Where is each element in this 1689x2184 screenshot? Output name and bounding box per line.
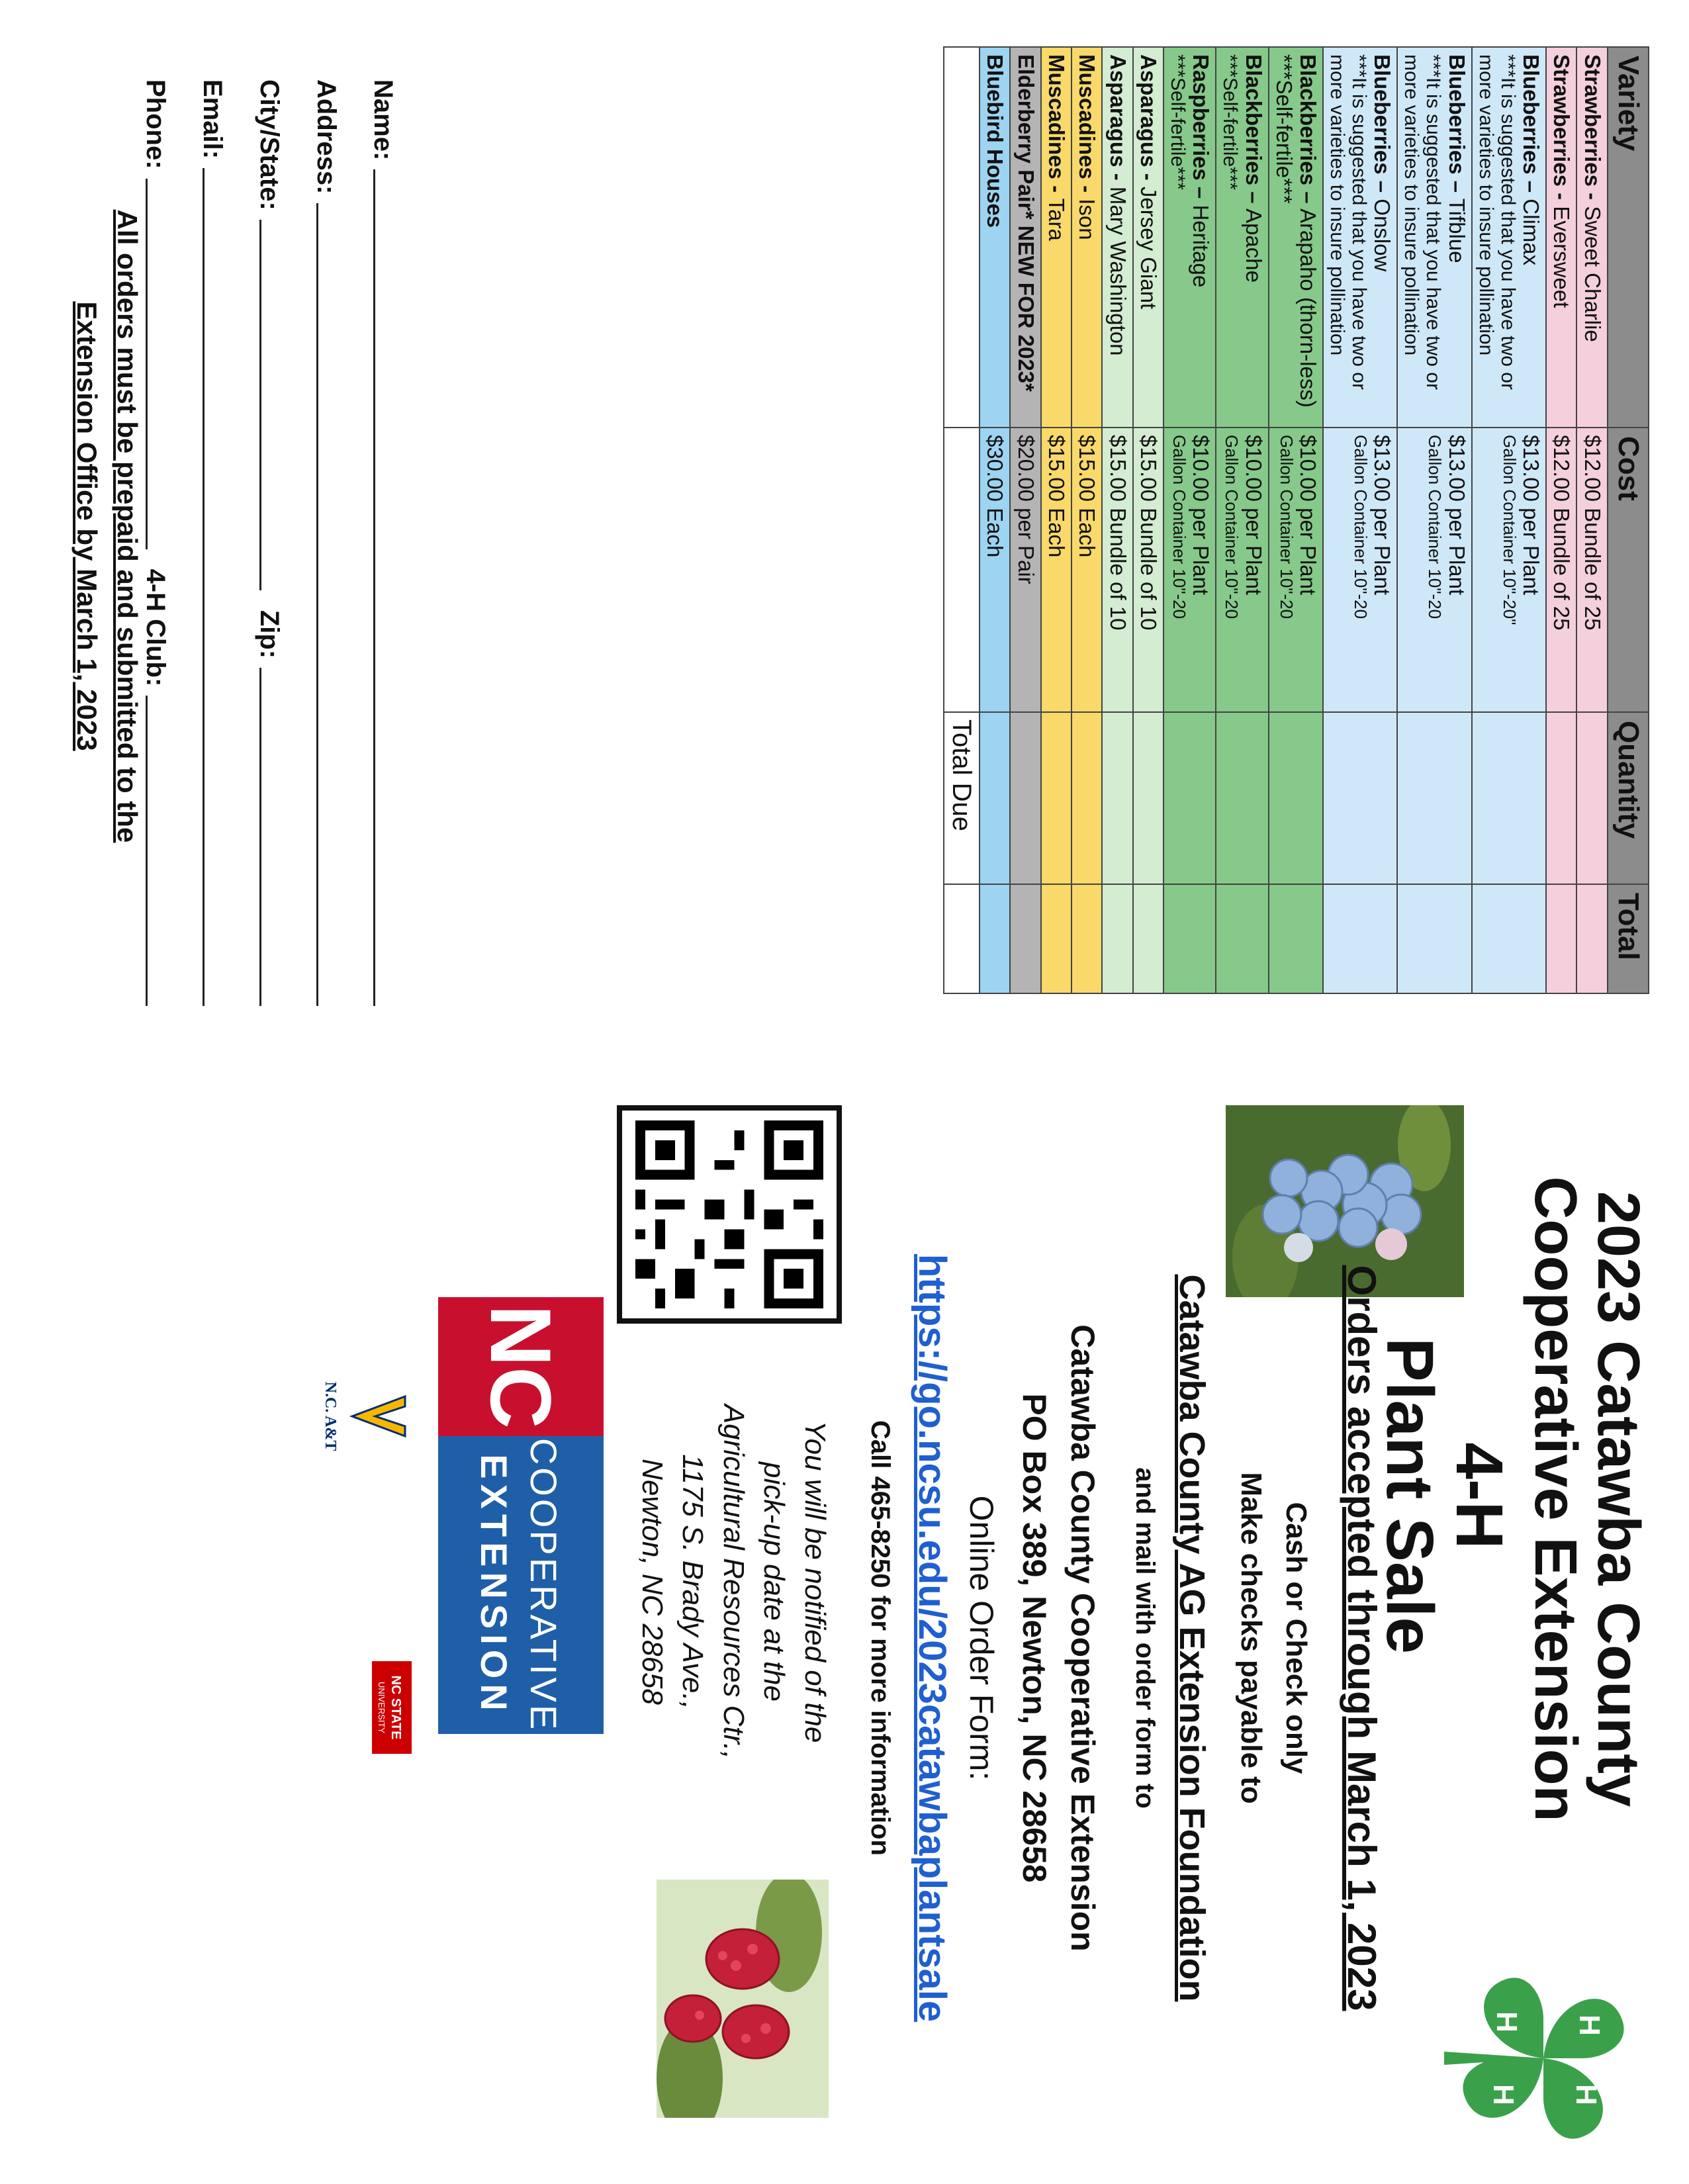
cost-cell: [1102, 428, 1132, 712]
variety-cell: [1546, 47, 1576, 428]
nc-logo-word-2: EXTENSION: [473, 1454, 515, 1716]
payee-name: Catawba County AG Extension Foundation: [1172, 1274, 1212, 2002]
variety-cell: [1397, 47, 1471, 428]
pickup-line-3: Agricultural Resources Ctr.,: [717, 1404, 750, 1760]
qr-code-pattern: [622, 1111, 837, 1318]
title-line-2: Cooperative Extension: [1522, 1176, 1589, 1822]
table-row: [1269, 47, 1324, 993]
mailing-address: [1011, 1092, 1107, 2184]
total-due-cell[interactable]: [944, 884, 980, 993]
email-label: Email:: [198, 79, 227, 159]
variety-cell: [1133, 47, 1164, 428]
variety-cell: [1323, 47, 1397, 428]
cost-container-size: Gallon Container 10"-20: [1222, 435, 1242, 619]
title-line-1: 2023 Catawba County: [1585, 1191, 1651, 1807]
phone-field[interactable]: [140, 79, 197, 1006]
table-row: [1323, 47, 1397, 993]
payment-info: [1228, 1092, 1318, 2184]
quantity-cell[interactable]: [1164, 712, 1216, 884]
name-label: Name:: [369, 79, 398, 161]
variety-detail: Climax: [1519, 199, 1544, 266]
subtitle-line-2: Plant Sale: [1373, 1338, 1447, 1654]
page-title: [1524, 1092, 1649, 1906]
total-cell[interactable]: [1576, 884, 1607, 993]
total-cell[interactable]: [1102, 884, 1132, 993]
variety-name: Raspberries –: [1189, 54, 1214, 199]
cost-container-size: Gallon Container 10"-20: [1169, 435, 1189, 619]
table-row: [1576, 47, 1607, 993]
cost-value: $12.00 Bundle of 25: [1580, 435, 1605, 631]
table-row: [980, 47, 1010, 993]
quantity-cell[interactable]: [1072, 712, 1102, 884]
variety-cell: [1102, 47, 1132, 428]
variety-cell: [1576, 47, 1607, 428]
deadline-notice: [66, 46, 147, 1006]
cost-cell: [1072, 428, 1102, 712]
table-row: [1102, 47, 1132, 993]
city-state-line[interactable]: [259, 220, 261, 590]
clover-leaves: [1444, 1978, 1624, 2138]
table-row: [1546, 47, 1576, 993]
cost-cell: [1472, 428, 1546, 712]
total-cell[interactable]: [1133, 884, 1164, 993]
variety-name: Strawberries -: [1580, 54, 1605, 201]
pickup-info: [631, 1330, 835, 1833]
cost-cell: [1576, 428, 1607, 712]
total-cell[interactable]: [1072, 884, 1102, 993]
cost-cell: [980, 428, 1010, 712]
variety-note: ***It is suggested that you have two or more varieties to insure pollination: [1400, 54, 1445, 390]
table-row: [1010, 47, 1040, 993]
variety-name: Blueberries –: [1444, 54, 1469, 193]
variety-detail: Tifblue: [1444, 198, 1469, 263]
name-line[interactable]: [373, 169, 375, 1006]
cost-cell: [1323, 428, 1397, 712]
payment-line-1: Cash or Check only: [1280, 1502, 1312, 1774]
payment-line-2: Make checks payable to: [1234, 1472, 1267, 1804]
variety-name: Blackberries –: [1296, 54, 1321, 204]
variety-detail: Apache: [1241, 208, 1266, 283]
total-cell[interactable]: [1010, 884, 1040, 993]
quantity-cell[interactable]: [1269, 712, 1324, 884]
deadline-line-2: Extension Office by March 1, 2023: [71, 301, 103, 751]
city-state-field[interactable]: [254, 79, 311, 1006]
club-label: 4-H Club:: [141, 569, 170, 687]
quantity-cell[interactable]: [1576, 712, 1607, 884]
quantity-cell[interactable]: [1133, 712, 1164, 884]
city-state-label: City/State:: [255, 79, 284, 210]
cost-value: $10.00 per Plant: [1189, 435, 1214, 596]
header-quantity: Quantity: [1608, 712, 1649, 884]
variety-note: ***Self-fertile***: [1166, 54, 1189, 191]
variety-name: Blackberries –: [1241, 54, 1266, 204]
header-total: Total: [1608, 884, 1649, 993]
cost-value: $10.00 per Plant: [1296, 435, 1321, 596]
quantity-cell[interactable]: [1041, 712, 1072, 884]
variety-note: ***It is suggested that you have two or more varieties to insure pollination: [1326, 54, 1371, 390]
cost-cell: [1546, 428, 1576, 712]
quantity-cell[interactable]: [1102, 712, 1132, 884]
mail-instruction: and mail with order form to: [1130, 1467, 1160, 1809]
cost-cell: [1164, 428, 1216, 712]
header-cost: Cost: [1608, 428, 1649, 712]
variety-cell: [980, 47, 1010, 428]
order-form-link[interactable]: https://go.ncsu.edu/2023catawbaplantsale: [911, 1253, 954, 2023]
variety-detail: Onslow: [1370, 199, 1395, 272]
ncstate-subtext: UNIVERSITY: [377, 1681, 387, 1734]
total-cell[interactable]: [1164, 884, 1216, 993]
cost-value: $10.00 per Plant: [1241, 435, 1266, 596]
cost-value: $30.00 Each: [983, 435, 1008, 558]
variety-name: Blueberries –: [1370, 54, 1395, 193]
header-variety: Variety: [1608, 47, 1649, 428]
cost-value: $12.00 Bundle of 25: [1549, 435, 1575, 631]
variety-name: Muscadines -: [1044, 54, 1070, 193]
nc-logo-letters: NC: [473, 1304, 569, 1429]
total-cell[interactable]: [980, 884, 1010, 993]
nc-cooperative-extension-logo: [438, 1297, 604, 1734]
subtitle-line-1: 4-H: [1442, 1442, 1516, 1549]
zip-label: Zip:: [255, 610, 284, 659]
pickup-line-4: 1175 S. Brady Ave.,: [676, 1454, 709, 1709]
total-cell[interactable]: [1397, 884, 1471, 993]
variety-name: Muscadines -: [1075, 54, 1100, 193]
address-line-2: PO Box 389, Newton, NC 28658: [1016, 1393, 1054, 1883]
pickup-line-1: You will be notified of the: [799, 1420, 831, 1743]
cost-value: $15.00 Each: [1075, 435, 1100, 558]
variety-name: Asparagus -: [1105, 54, 1130, 181]
variety-cell: [1164, 47, 1216, 428]
cost-container-size: Gallon Container 10"-20: [1276, 435, 1297, 619]
cost-cell: [1216, 428, 1268, 712]
table-row: [1072, 47, 1102, 993]
contact-form: [140, 79, 425, 1006]
table-row: [1041, 47, 1072, 993]
cost-value: $13.00 per Plant: [1444, 435, 1469, 596]
variety-detail: Sweet Charlie: [1580, 206, 1605, 342]
cost-container-size: Gallon Container 10"-20: [1425, 435, 1445, 619]
name-field[interactable]: [368, 79, 425, 1006]
total-cell[interactable]: [1041, 884, 1072, 993]
nc-state-logo: [372, 1661, 412, 1754]
table-header-row: [1608, 47, 1649, 993]
nc-at-logo: [306, 1377, 412, 1456]
variety-name: Blueberries –: [1519, 54, 1544, 193]
variety-detail: Eversweet: [1549, 206, 1575, 308]
total-cell[interactable]: [1216, 884, 1268, 993]
cost-value: $15.00 Bundle of 10: [1136, 435, 1161, 631]
cost-value: $13.00 per Plant: [1370, 435, 1395, 596]
variety-name: Asparagus -: [1136, 54, 1161, 181]
variety-detail: Heritage: [1189, 205, 1214, 288]
quantity-cell[interactable]: [1323, 712, 1397, 884]
total-cell[interactable]: [1546, 884, 1576, 993]
total-cell[interactable]: [1472, 884, 1546, 993]
variety-cell: [1072, 47, 1102, 428]
pickup-line-2: pick-up date at the: [758, 1461, 791, 1702]
cost-cell: [1269, 428, 1324, 712]
variety-detail: Ison: [1075, 199, 1100, 240]
total-cell[interactable]: [1269, 884, 1324, 993]
table-row: [1164, 47, 1216, 993]
email-line[interactable]: [203, 168, 205, 1006]
phone-info: Call 465-8250 for more information: [866, 1420, 895, 1856]
variety-cell: [1269, 47, 1324, 428]
total-cell[interactable]: [1323, 884, 1397, 993]
total-row: [944, 47, 980, 993]
cost-value: $15.00 Each: [1044, 435, 1070, 558]
clover-h-2: H: [1570, 2084, 1602, 2105]
cost-container-size: Gallon Container 10"-20": [1499, 435, 1520, 625]
variety-name: Bluebird Houses: [983, 54, 1008, 228]
quantity-cell[interactable]: [1546, 712, 1576, 884]
variety-cell: [1010, 47, 1040, 428]
table-row: [1133, 47, 1164, 993]
cost-cell: [1010, 428, 1040, 712]
quantity-cell[interactable]: [980, 712, 1010, 884]
variety-cell: [1216, 47, 1268, 428]
cost-value: $15.00 Bundle of 10: [1105, 435, 1130, 631]
variety-detail: Arapaho (thorn-less) ***Self-fertile***: [1271, 54, 1321, 408]
phone-label: Phone:: [141, 79, 170, 169]
cost-cell: [1041, 428, 1072, 712]
email-field[interactable]: [197, 79, 254, 1006]
clover-h-1: H: [1573, 2015, 1606, 2036]
qr-code[interactable]: [617, 1105, 842, 1324]
orders-deadline-heading: Orders accepted through March 1, 2023: [1340, 1265, 1384, 2011]
flyer-panel: [0, 1092, 1689, 2184]
variety-cell: [1041, 47, 1072, 428]
address-line[interactable]: [316, 203, 318, 1006]
variety-note: ***It is suggested that you have two or more varieties to insure pollination: [1475, 54, 1519, 390]
online-order-label: Online Order Form:: [963, 1495, 1000, 1781]
table-row: [1397, 47, 1471, 993]
pickup-line-5: Newton, NC 28658: [635, 1459, 668, 1705]
clover-h-3: H: [1487, 2084, 1520, 2105]
quantity-cell[interactable]: [1010, 712, 1040, 884]
table-row: [1472, 47, 1546, 993]
cost-cell: [1397, 428, 1471, 712]
variety-name: Strawberries -: [1549, 54, 1575, 201]
clover-h-4: H: [1490, 2011, 1523, 2032]
cost-cell: [1133, 428, 1164, 712]
variety-cell: [1472, 47, 1546, 428]
four-h-clover-logo: [1438, 1959, 1649, 2158]
table-row: [1216, 47, 1268, 993]
zip-line[interactable]: [259, 668, 261, 1006]
cost-container-size: Gallon Container 10"-20: [1351, 435, 1371, 619]
raspberry-photo: [657, 1880, 829, 2118]
variety-note: ***Self-fertile***: [1219, 54, 1242, 191]
quantity-cell[interactable]: [1216, 712, 1268, 884]
address-label: Address:: [312, 79, 341, 195]
ncat-text: N.C. A&T: [322, 1381, 339, 1451]
cost-value: $20.00 per Pair: [1013, 435, 1038, 584]
quantity-cell[interactable]: [1397, 712, 1471, 884]
quantity-cell[interactable]: [1472, 712, 1546, 884]
deadline-line-1: All orders must be prepaid and submitted to the: [112, 209, 143, 843]
variety-detail: Tara: [1044, 198, 1070, 241]
cost-value: $13.00 per Plant: [1519, 435, 1544, 596]
variety-detail: Mary Washington: [1105, 186, 1130, 356]
ncstate-text: NC STATE: [388, 1675, 403, 1740]
variety-detail: Jersey Giant: [1136, 186, 1161, 310]
total-due-label: Total Due: [944, 712, 980, 884]
nc-logo-word-1: COOPERATIVE: [523, 1437, 565, 1733]
address-field[interactable]: [311, 79, 368, 1006]
variety-name: Elderberry Pair* NEW FOR 2023*: [1013, 54, 1038, 392]
address-line-1: Catawba County Cooperative Extension: [1064, 1324, 1101, 1952]
order-table: [943, 46, 1649, 994]
